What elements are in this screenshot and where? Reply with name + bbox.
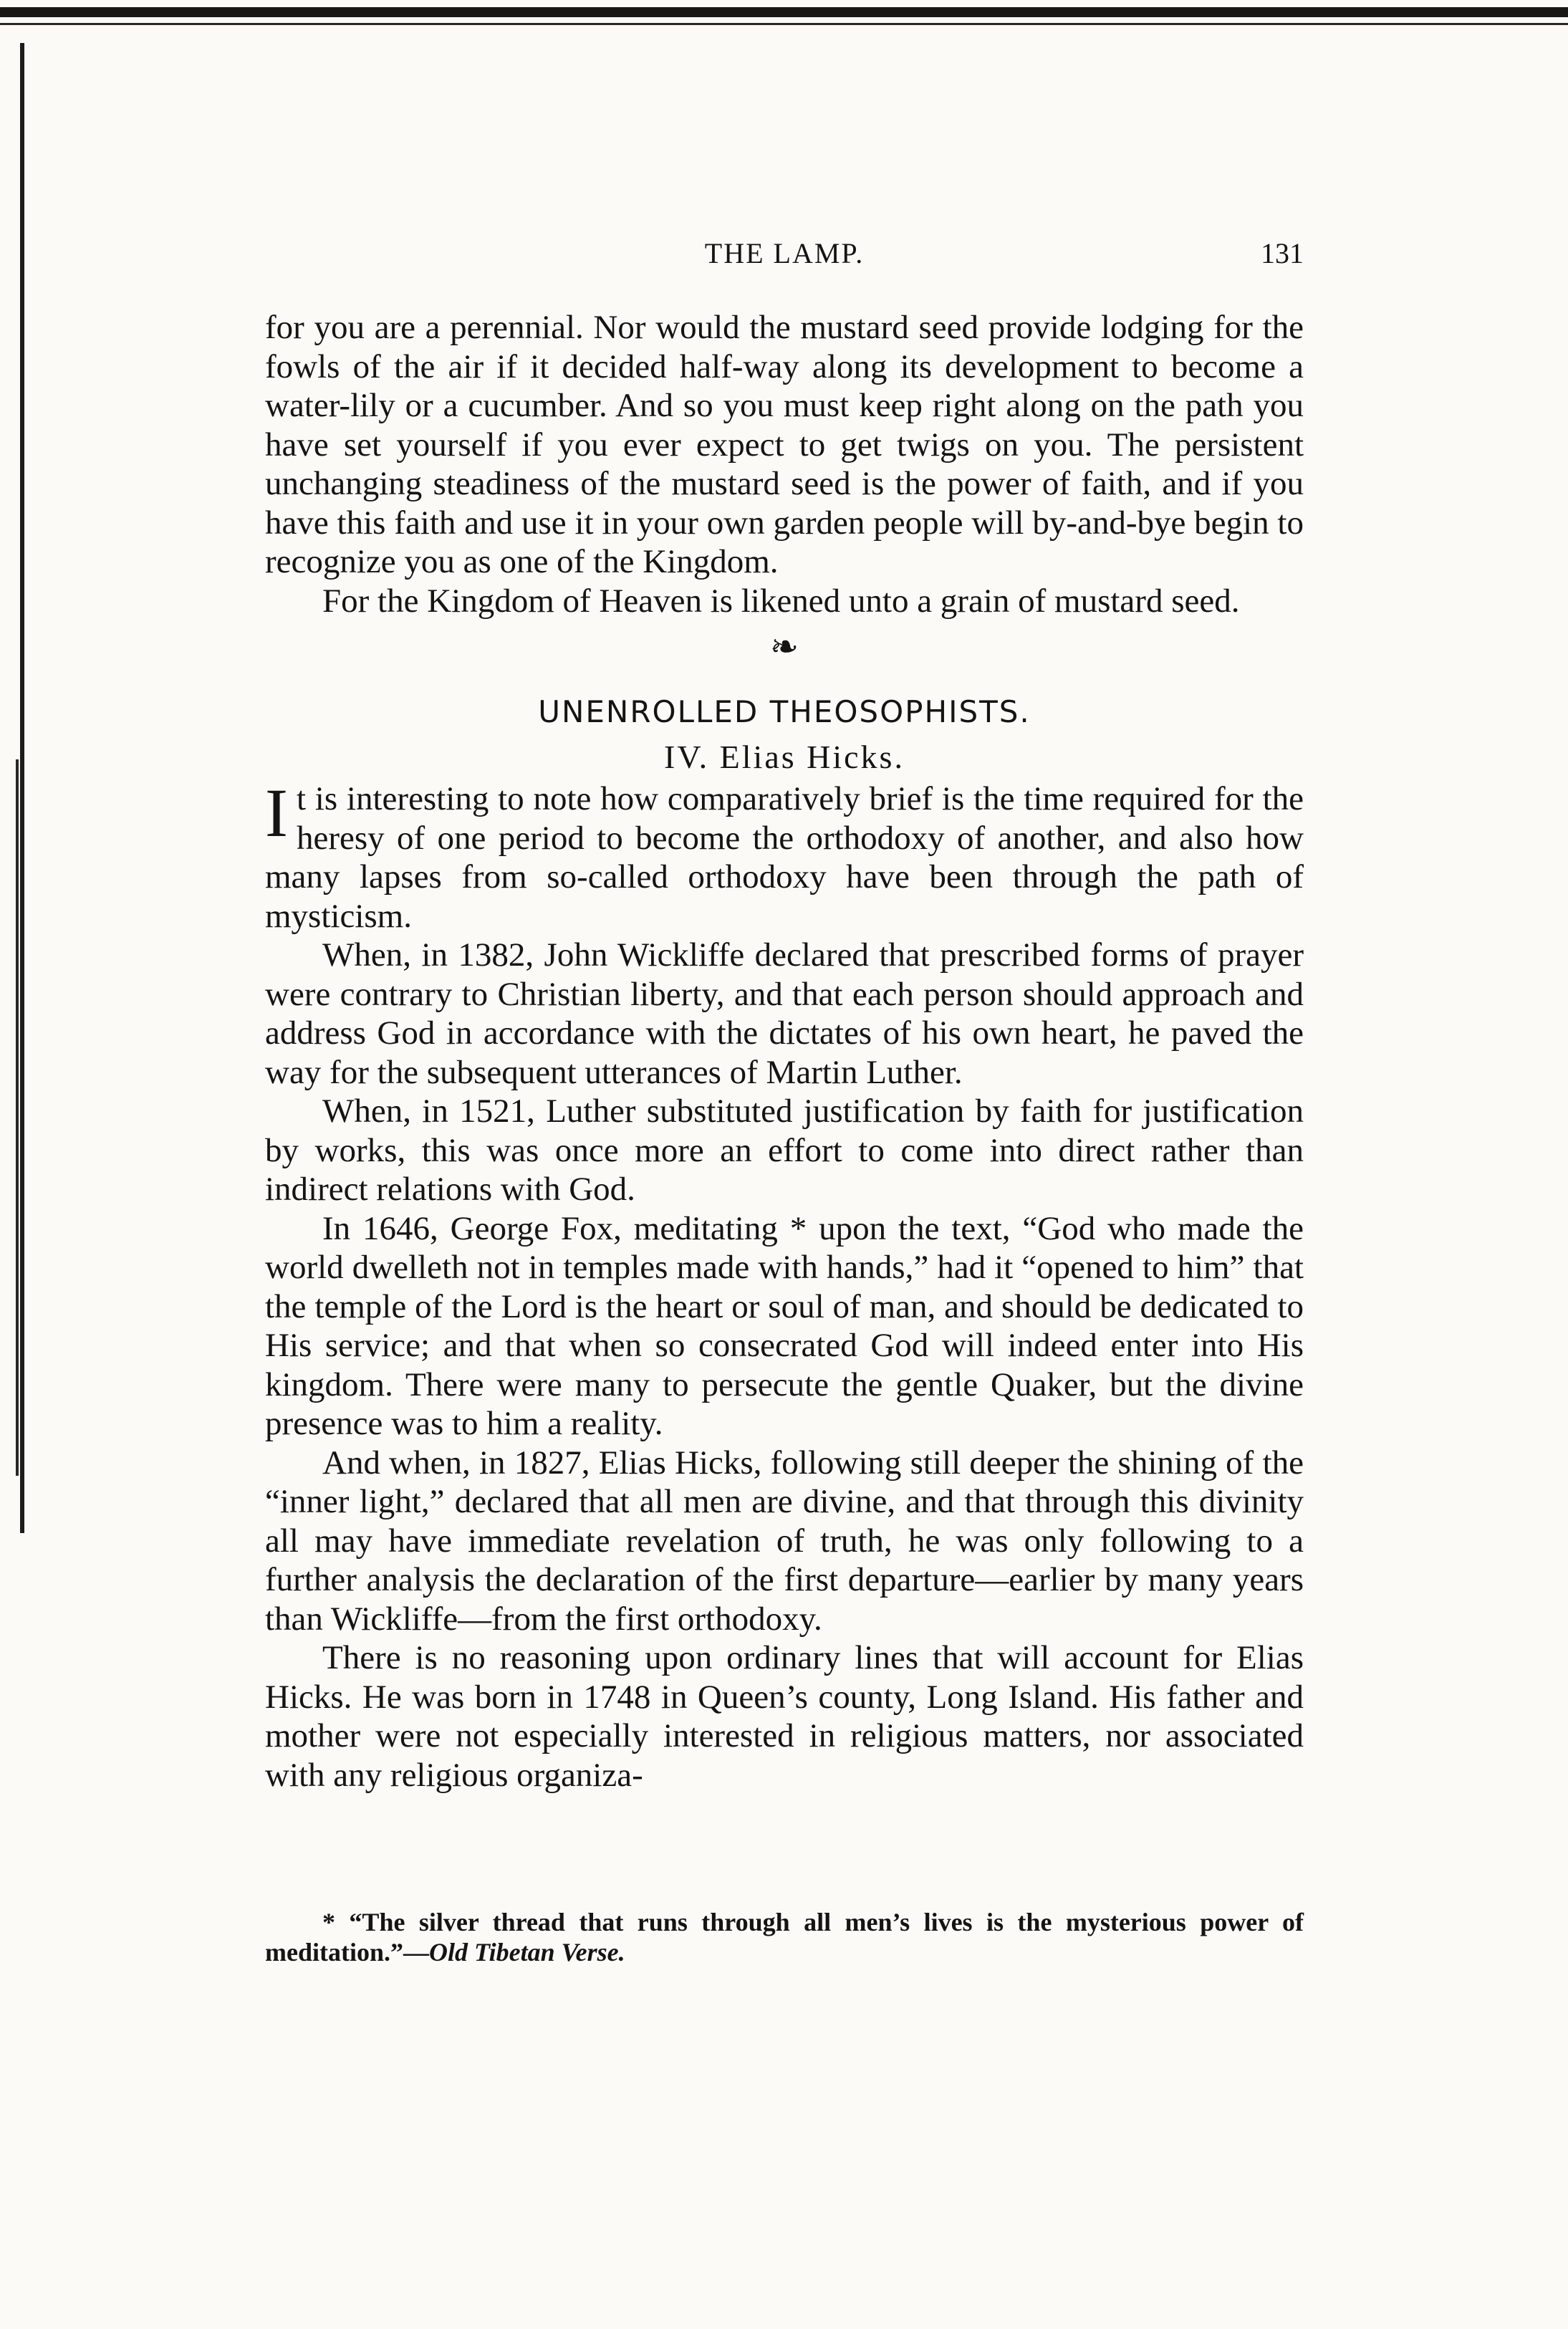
top-rule-thin	[0, 23, 1568, 25]
article-paragraph: When, in 1521, Luther substituted justification by faith for justification by works, this was once more an effort to come into direct rather than indirect relations with God.	[265, 1093, 1304, 1208]
article-subtitle: IV. Elias Hicks.	[664, 739, 905, 775]
continuation-paragraph: For the Kingdom of Heaven is likened unto a grain of mustard seed.	[322, 582, 1240, 620]
page-header	[265, 236, 1304, 279]
section-ornament: ❧	[769, 628, 799, 666]
binding-edge	[20, 43, 24, 1533]
page-body	[265, 308, 1304, 1795]
binding-edge-inner	[16, 759, 19, 1476]
footnote	[265, 1907, 1304, 1967]
article-paragraph: When, in 1382, John Wickliffe declared that prescribed forms of prayer were contrary to Christian liberty, and that each person should approach and address God in accordance with the dictates of his own heart, he paved the way for the subsequent utterances of Martin Luther.	[265, 936, 1304, 1091]
page-number: 131	[1261, 237, 1304, 269]
article-title: UNENROLLED THEOSOPHISTS.	[538, 694, 1031, 729]
article-paragraph: It is interesting to note how comparatively brief is the time required for the heresy of one period to become the orthodoxy of another, and also how many lapses from so-called orthodoxy have been through the path of mysticism.	[265, 774, 1304, 935]
running-title: THE LAMP.	[704, 237, 865, 269]
footnote-source: Old Tibetan Verse.	[429, 1938, 625, 1967]
article-paragraph: In 1646, George Fox, meditating * upon the text, “God who made the world dwelleth not in temples made with hands,” had it “opened to him” that the temple of the Lord is the heart or soul of man, and should be dedicated to His service; and that when so consecrated God will indeed enter into His kingdom. There were many to persecute the gentle Quaker, but the divine presence was to him a reality.	[265, 1209, 1304, 1442]
article-paragraph: There is no reasoning upon ordinary lines that will account for Elias Hicks. He was born in 1748 in Queen’s county, Long Island. His father and mother were not especially interested in religious matters, nor associated with any religious organiza-	[265, 1639, 1304, 1794]
top-rule	[0, 7, 1568, 17]
article-paragraph: And when, in 1827, Elias Hicks, following still deeper the shining of the “inner light,” declared that all men are divine, and that through this divinity all may have immediate revelation of truth, he was only following to a further analysis the declaration of the first departure—earlier by many years than Wickliffe—from the first orthodoxy.	[265, 1444, 1304, 1638]
footnote-text: * “The silver thread that runs through all men’s lives is the mysterious power of meditation.”—	[265, 1908, 1304, 1967]
continuation-paragraph: for you are a perennial. Nor would the mustard seed provide lodging for the fowls of the air if it decided half-way along its development to become a water-lily or a cucumber. And so you must keep right along on the path you have set yourself if you ever expect to get twigs on you. The persistent unchanging steadiness of the mustard seed is the power of faith, and if you have this faith and use it in your own garden people will by-and-bye begin to recognize you as one of the Kingdom.	[265, 309, 1304, 580]
